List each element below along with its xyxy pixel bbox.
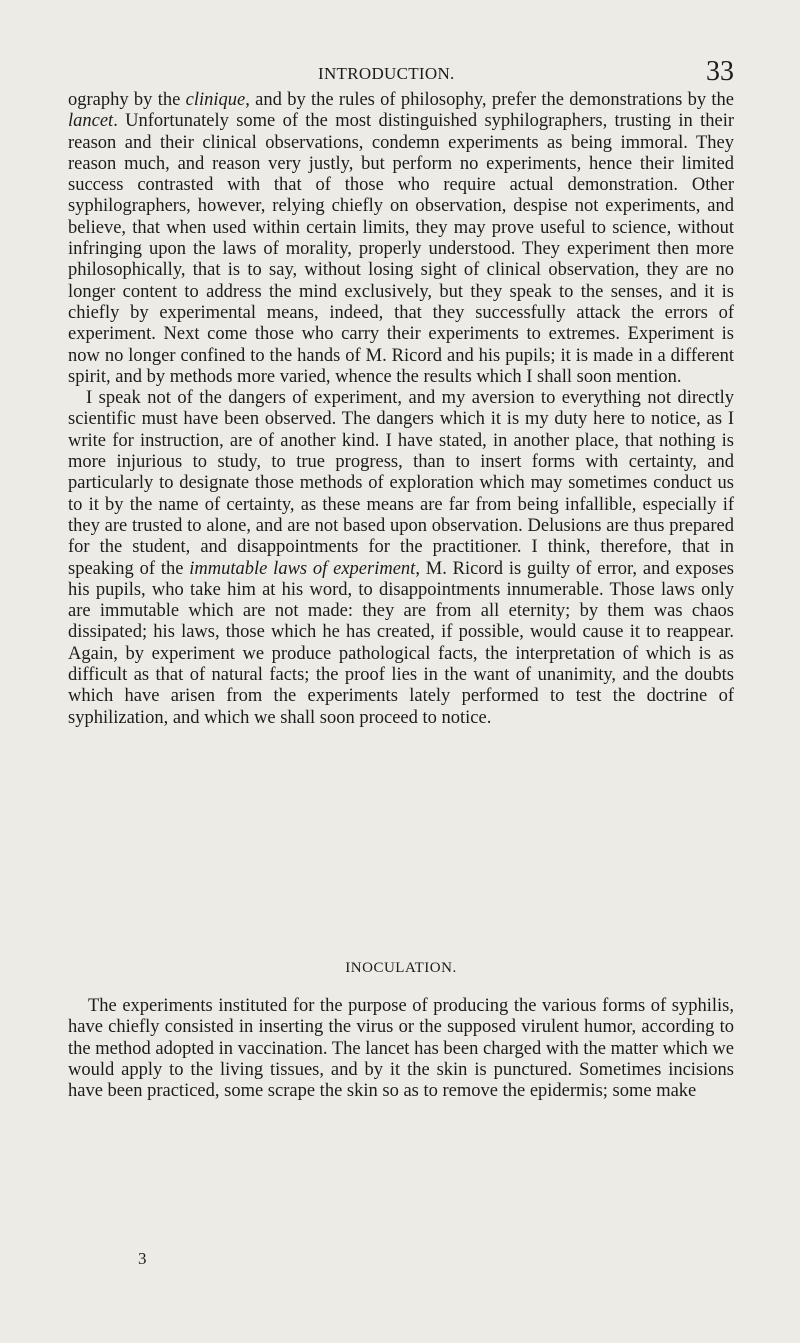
section-paragraph: The experiments instituted for the purpose of producing the various forms of syphilis, have chiefly consisted in inserting the virus or the supposed virulent humor, according to the method adopted in vaccination. The lancet has been charged with the matter which we would apply to the living tissues, and by it the skin is punctured. Sometimes incisions have been practiced, some scrape the skin so as to remove the epidermis; some make	[68, 996, 734, 1102]
text-run: I speak not of the dangers of experiment, and my aversion to everything not directly scientific must have been observed. The dangers which it is my duty here to notice, as I write for instruction, are of another kind. I have stated, in another place, that nothing is more injurious to study, to true progress, than to insert forms with certainty, and particularly to designate those methods of exploration which may sometimes conduct us to it by the name of certainty, as these means are far from being infallible, especially if they are trusted to alone, and are not based upon observation. Delusions are thus prepared for the student, and disappointments for the practitioner. I think, therefore, that in speaking of the	[68, 388, 734, 579]
section-text	[68, 996, 734, 1102]
text-run: , and by the rules of philosophy, prefer the demonstrations by the	[245, 90, 734, 110]
italic-run: lancet	[68, 111, 114, 132]
text-run: . Unfortunately some of the most distinguished syphilographers, trusting in their reason and their clinical observations, condemn experiments as being immoral. They reason much, and reason very justly, but perform no experiments, hence their limited success contrasted with that of those who require actual demonstration. Other syphilographers, however, relying chiefly on observation, despise not experiments, and believe, that when used within certain limits, they may prove useful to science, without infringing upon the laws of morality, properly understood. They experiment then more philosophically, that is to say, without losing sight of clinical observation, they are no longer content to address the mind exclusively, but they speak to the senses, and it is chiefly by experimental means, indeed, that they successfully attack the errors of experiment. Next come those who carry their experiments to extremes. Experiment is now no longer confined to the hands of M. Ricord and his pupils; it is made in a different spirit, and by methods more varied, whence the results which I shall soon mention.	[68, 111, 734, 387]
paragraph-1	[68, 90, 734, 388]
text-run: ography by the	[68, 90, 186, 110]
running-head	[68, 56, 734, 90]
body-text	[68, 90, 734, 729]
paragraph-2	[68, 388, 734, 729]
signature-mark: 3	[138, 1249, 147, 1268]
section-heading: INOCULATION.	[345, 960, 457, 976]
italic-run: immutable laws of experiment	[189, 558, 416, 579]
page-number: 33	[706, 56, 734, 87]
italic-run: clinique	[185, 90, 246, 110]
running-title: INTRODUCTION.	[318, 64, 455, 83]
text-run: , M. Ricord is guilty of error, and exposes his pupils, who take him at his word, to disappointments innumerable. Those laws only are immutable which are not made: they are from all eternity; by them was chaos dissipated; his laws, those which he has created, if possible, would cause it to reappear. Again, by experiment we produce pathological facts, the interpretation of which is as difficult as that of natural facts; the proof lies in the want of unanimity, and the doubts which have arisen from the experiments lately performed to test the doctrine of syphilization, and which we shall soon proceed to notice.	[68, 558, 734, 728]
